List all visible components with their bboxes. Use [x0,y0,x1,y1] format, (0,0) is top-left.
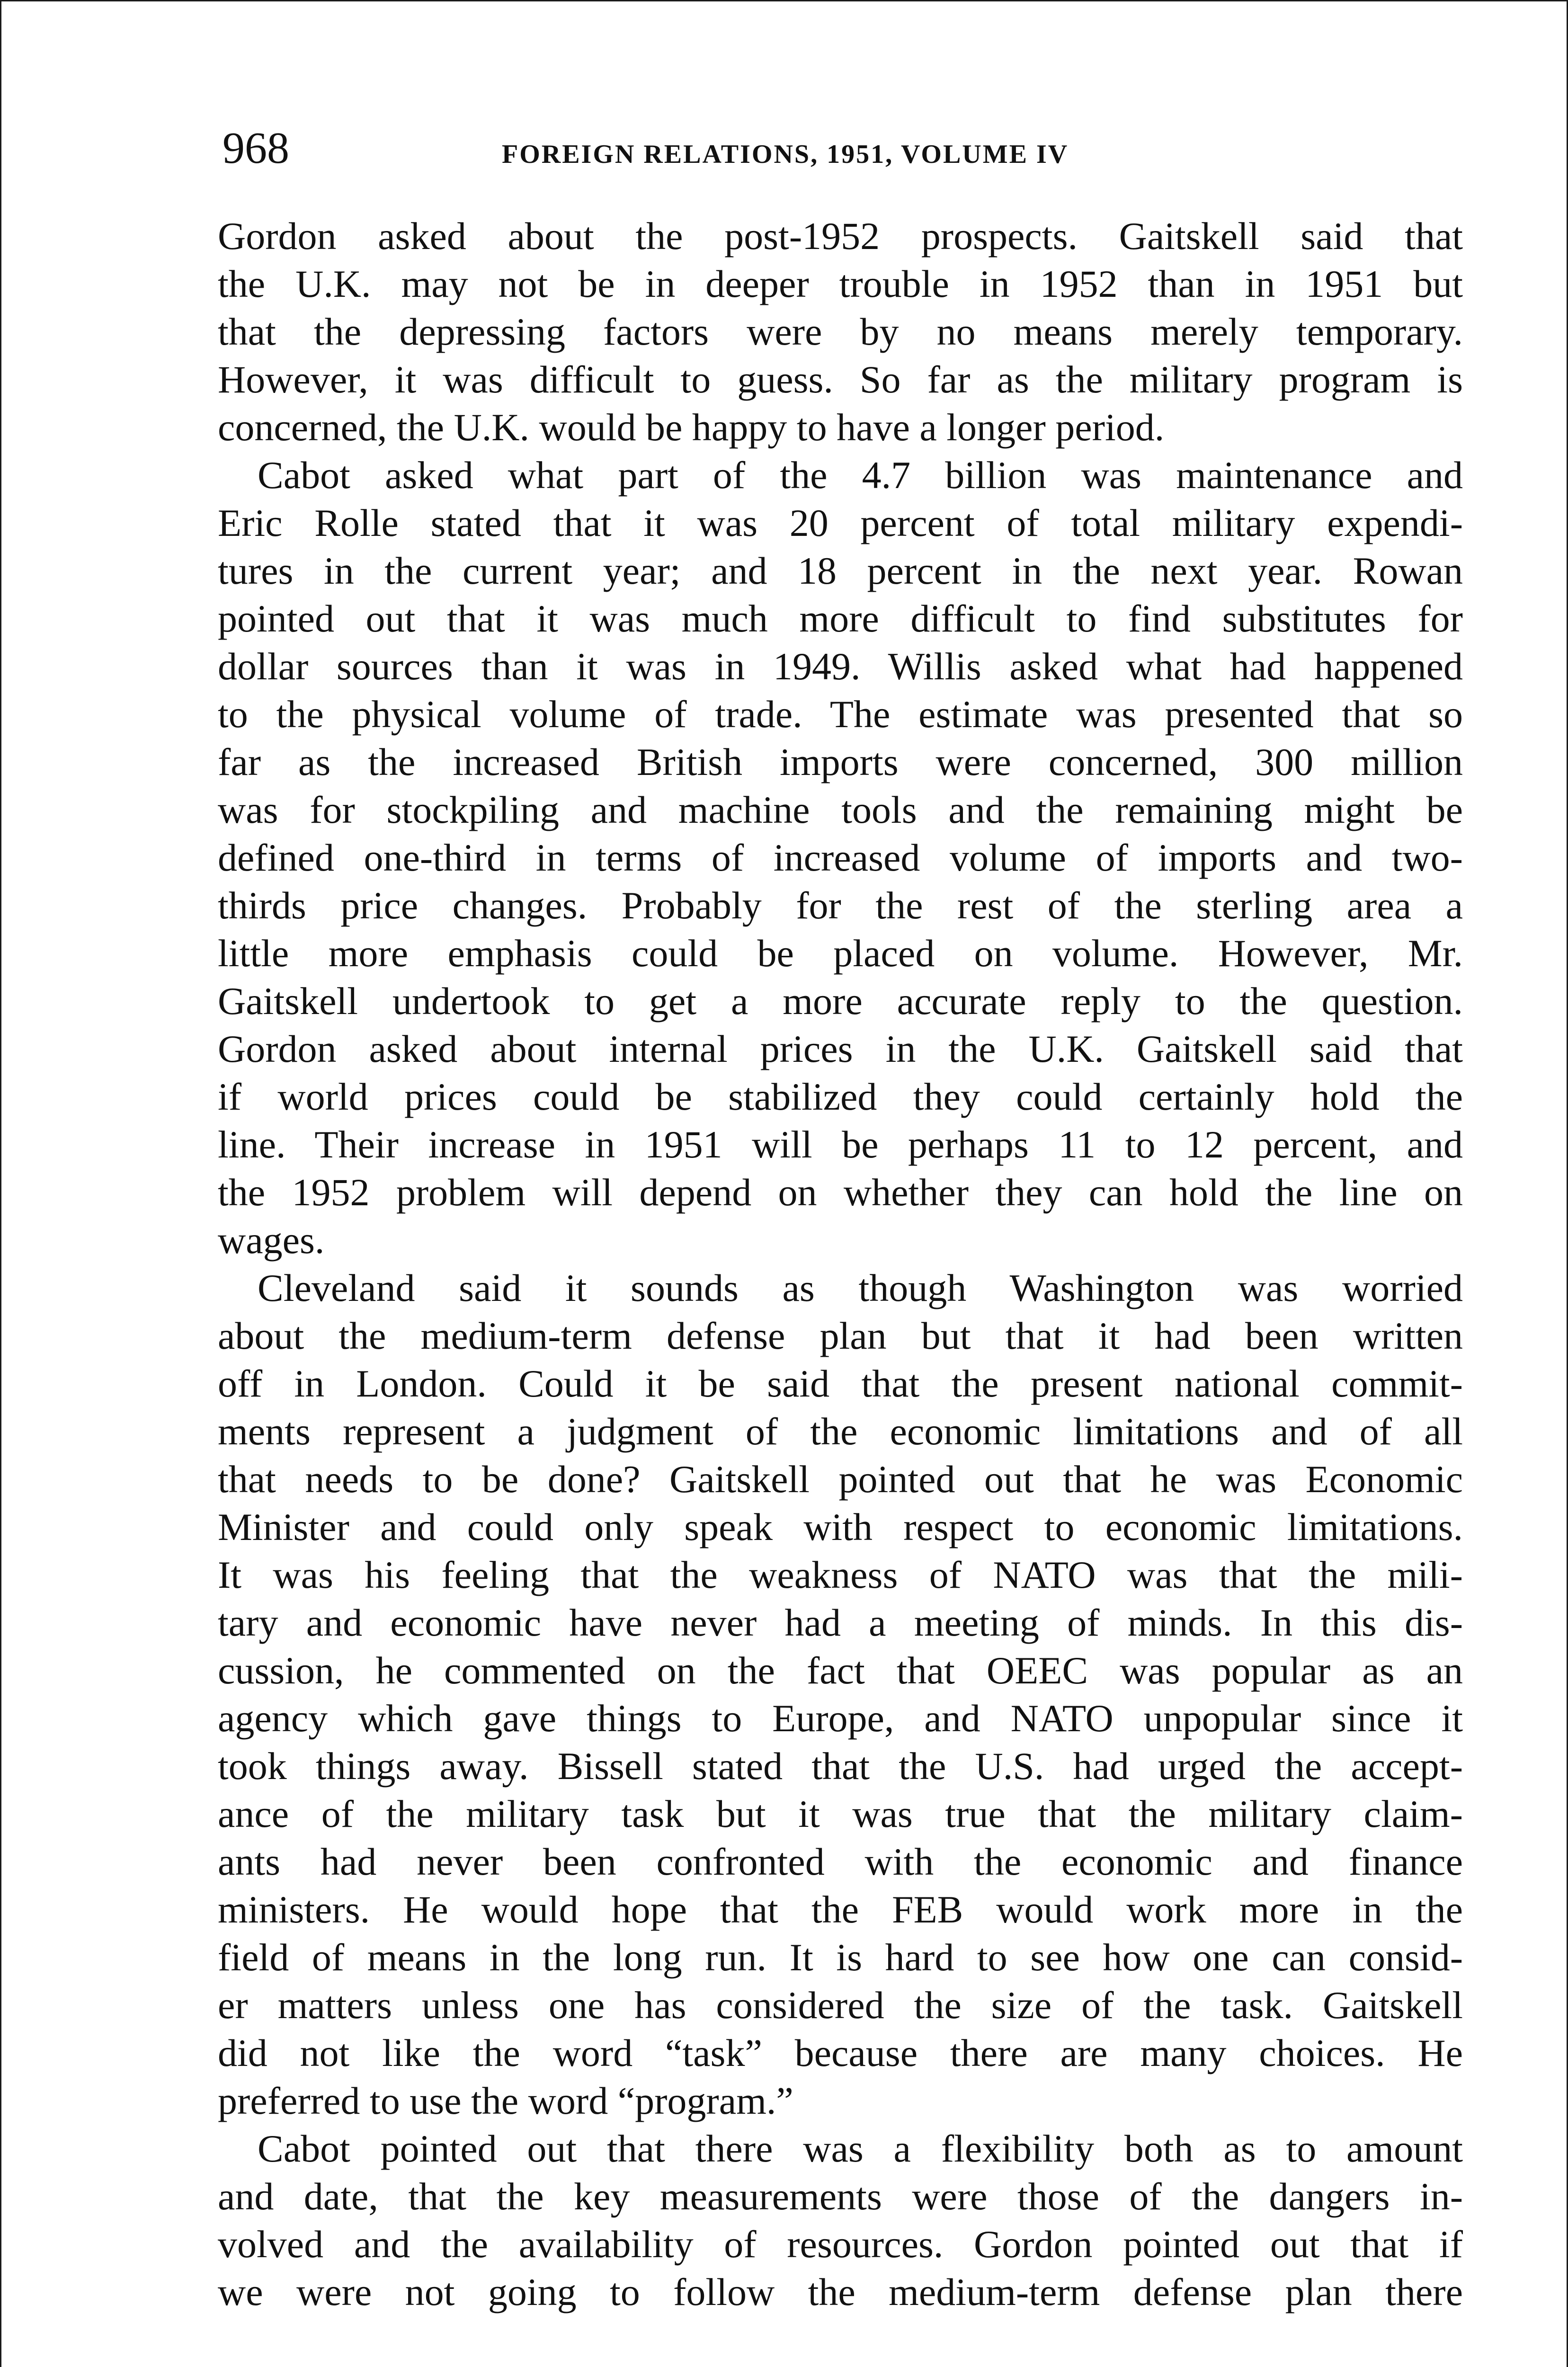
text-line: Gordon asked about internal prices in the U.K. Gaitskell said that [218,1027,1463,1070]
text-line: ants had never been confronted with the economic and finance [218,1840,1463,1883]
text-line: wages. [218,1219,325,1262]
text-line: Cabot pointed out that there was a flexibility both as to amount [258,2127,1463,2170]
text-line: if world prices could be stabilized they could certainly hold the [218,1075,1463,1118]
text-line: It was his feeling that the weakness of NATO was that the mili- [218,1553,1463,1596]
text-line: did not like the word “task” because there are many choices. He [218,2031,1463,2074]
text-line: to the physical volume of trade. The estimate was presented that so [218,693,1463,736]
running-head [223,122,1463,174]
text-line: the 1952 problem will depend on whether they can hold the line on [218,1171,1463,1214]
text-line: little more emphasis could be placed on volume. However, Mr. [218,932,1463,975]
text-line: concerned, the U.K. would be happy to have a longer period. [218,406,1165,449]
text-line: However, it was difficult to guess. So far as the military program is [218,358,1463,401]
text-line: agency which gave things to Europe, and NATO unpopular since it [218,1697,1463,1740]
text-line: about the medium-term defense plan but that it had been written [218,1314,1463,1357]
text-line: Minister and could only speak with respect to economic limitations. [218,1505,1463,1548]
text-line: cussion, he commented on the fact that OEEC was popular as an [218,1649,1463,1692]
text-line: er matters unless one has considered the size of the task. Gaitskell [218,1984,1463,2027]
text-line: that needs to be done? Gaitskell pointed out that he was Economic [218,1458,1463,1501]
text-line: that the depressing factors were by no means merely temporary. [218,310,1463,353]
text-line: ministers. He would hope that the FEB would work more in the [218,1888,1463,1931]
text-line: line. Their increase in 1951 will be perhaps 11 to 12 percent, and [218,1123,1463,1166]
text-line: far as the increased British imports were concerned, 300 million [218,740,1463,783]
text-line: off in London. Could it be said that the present national commit- [218,1362,1463,1405]
page-number: 968 [223,124,289,173]
running-title: FOREIGN RELATIONS, 1951, VOLUME IV [502,140,1069,169]
text-line: took things away. Bissell stated that the U.S. had urged the accept- [218,1744,1463,1788]
text-line: defined one-third in terms of increased volume of imports and two- [218,836,1463,879]
text-line: ments represent a judgment of the economic limitations and of all [218,1410,1463,1453]
text-line: was for stockpiling and machine tools and the remaining might be [218,788,1463,831]
text-line: ance of the military task but it was true that the military claim- [218,1792,1463,1835]
text-line: Gordon asked about the post-1952 prospects. Gaitskell said that [218,214,1463,258]
text-line: and date, that the key measurements were those of the dangers in- [218,2175,1463,2218]
text-line: preferred to use the word “program.” [218,2079,793,2122]
text-line: dollar sources than it was in 1949. Willis asked what had happened [218,645,1463,688]
text-line: thirds price changes. Probably for the rest of the sterling area a [218,884,1463,927]
text-line: the U.K. may not be in deeper trouble in 1952 than in 1951 but [218,262,1463,305]
text-line: Gaitskell undertook to get a more accurate reply to the question. [218,979,1463,1023]
text-line: volved and the availability of resources. Gordon pointed out that if [218,2223,1463,2266]
text-line: Cleveland said it sounds as though Washington was worried [258,1266,1463,1309]
text-line: tary and economic have never had a meeting of minds. In this dis- [218,1601,1463,1644]
text-line: pointed out that it was much more difficult to find substitutes for [218,597,1463,640]
text-line: field of means in the long run. It is hard to see how one can consid- [218,1936,1463,1979]
text-line: Cabot asked what part of the 4.7 billion was maintenance and [258,454,1463,497]
text-line: tures in the current year; and 18 percent in the next year. Rowan [218,549,1463,592]
text-line: Eric Rolle stated that it was 20 percent of total military expendi- [218,501,1463,544]
document-body [218,212,1463,2316]
text-line: we were not going to follow the medium-term defense plan there [218,2270,1463,2314]
